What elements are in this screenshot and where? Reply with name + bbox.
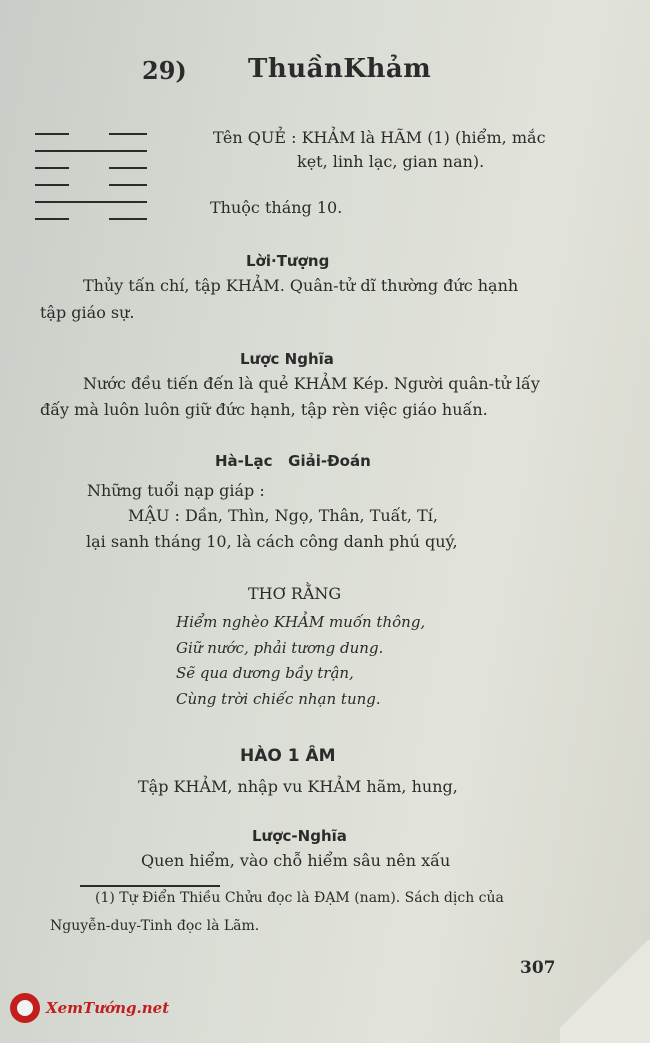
tho-rang-heading: THƠ RẰNG bbox=[248, 584, 342, 603]
ha-lac-line-1: Những tuổi nạp giáp : bbox=[87, 481, 265, 500]
hao1-line-2: Quen hiểm, vào chỗ hiểm sâu nên xấu bbox=[141, 851, 451, 870]
yin-yang-icon bbox=[10, 993, 40, 1023]
page-title: ThuầnKhảm bbox=[248, 54, 432, 84]
footnote-divider bbox=[80, 885, 220, 887]
hao1-heading: HÀO 1 ÂM bbox=[240, 746, 336, 766]
footnote-line-1: (1) Tự Điển Thiều Chửu đọc là ĐẠM (nam). Sách dịch của bbox=[95, 890, 504, 906]
page-fold bbox=[560, 940, 650, 1043]
watermark-text: XemTướng.net bbox=[46, 999, 170, 1017]
loi-tuong-heading: Lời·Tượng bbox=[246, 252, 330, 270]
ha-lac-line-3: lại sanh tháng 10, là cách công danh phú quý, bbox=[86, 532, 458, 551]
que-line-2: kẹt, linh lạc, gian nan). bbox=[297, 152, 485, 171]
loi-tuong-line-2: tập giáo sự. bbox=[40, 303, 135, 322]
luoc-nghia-line-2: đấy mà luôn luôn giữ đức hạnh, tập rèn việc giáo huấn. bbox=[40, 400, 488, 419]
hao1-line-1: Tập KHẢM, nhập vu KHẢM hãm, hung, bbox=[138, 777, 458, 796]
verse-1: Hiểm nghèo KHẢM muốn thông, bbox=[176, 613, 426, 631]
watermark-logo bbox=[10, 993, 169, 1023]
ha-lac-line-2: MẬU : Dần, Thìn, Ngọ, Thân, Tuất, Tí, bbox=[128, 506, 438, 525]
luoc-nghia-line-1: Nước đều tiến đến là quẻ KHẢM Kép. Người quân-tử lấy bbox=[83, 374, 540, 393]
hexagram-khảm-icon bbox=[35, 128, 150, 228]
loi-tuong-line-1: Thủy tấn chí, tập KHẢM. Quân-tử dĩ thường đức hạnh bbox=[83, 276, 519, 295]
ha-lac-heading: Hà-Lạc Giải-Đoán bbox=[215, 452, 371, 470]
verse-4: Cùng trời chiếc nhạn tung. bbox=[176, 690, 381, 708]
hao1-subheading: Lược-Nghĩa bbox=[252, 827, 347, 845]
luoc-nghia-heading: Lược Nghĩa bbox=[240, 350, 334, 368]
thuoc-thang: Thuộc tháng 10. bbox=[210, 198, 343, 217]
verse-3: Sẽ qua dương bầy trận, bbox=[176, 664, 354, 682]
chapter-number: 29) bbox=[142, 56, 187, 85]
page-number: 307 bbox=[520, 958, 556, 978]
verse-2: Giữ nước, phải tương dung. bbox=[176, 639, 384, 657]
que-line-1: Tên QUẺ : KHẢM là HÃM (1) (hiểm, mắc bbox=[213, 128, 546, 147]
footnote-line-2: Nguyễn-duy-Tinh đọc là Lãm. bbox=[50, 918, 260, 934]
